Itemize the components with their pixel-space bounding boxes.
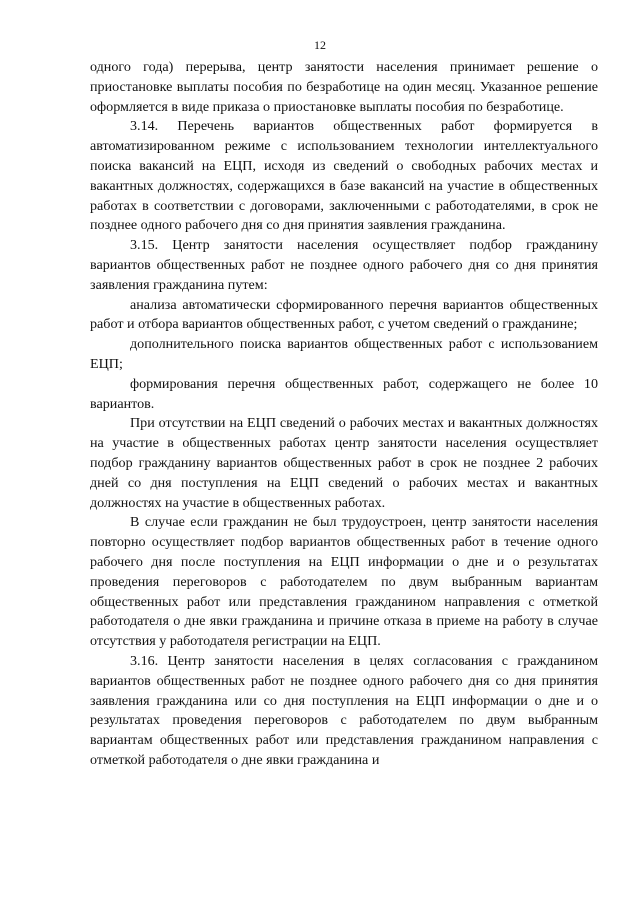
- paragraph-list-item: формирования перечня общественных работ, содержащего не более 10 вариантов.: [90, 375, 598, 412]
- paragraph-search-item: дополнительного поиска вариантов общественных работ с использованием ЕЦП;: [90, 336, 598, 372]
- document-body: [90, 58, 598, 771]
- paragraph-3-14: 3.14. Перечень вариантов общественных работ формируется в автоматизированном режиме с использованием технологии интеллектуального поиска вакансий на ЕЦП, исходя из сведений о свободных рабочих местах и вакантных должностях, содержащихся в базе вакансий на участие в общественных работах в соответствии с договорами, заключенными с работодателями, в срок не позднее одного рабочего дня со дня принятия заявления гражданина.: [90, 118, 598, 234]
- paragraph-no-data: При отсутствии на ЕЦП сведений о рабочих местах и вакантных должностях на участие в общественных работах центр занятости населения осуществляет подбор гражданину вариантов общественных работ в срок не позднее 2 рабочих дней со дня поступления на ЕЦП сведений о рабочих местах и вакантных должностях на участие в общественных работах.: [90, 415, 598, 511]
- paragraph-3-15: 3.15. Центр занятости населения осуществляет подбор гражданину вариантов общественных работ не позднее одного рабочего дня со дня принятия заявления гражданина путем:: [90, 237, 598, 293]
- paragraph-analysis-item: анализа автоматически сформированного перечня вариантов общественных работ и отбора вариантов общественных работ, с учетом сведений о гражданине;: [90, 296, 598, 333]
- paragraph-not-employed: В случае если гражданин не был трудоустроен, центр занятости населения повторно осуществляет подбор вариантов общественных работ в течение одного рабочего дня после поступления на ЕЦП информации о дне и о результатах проведения переговоров с работодателем по двум выбранным вариантам общественных работ или представления гражданином направления с отметкой работодателя о дне явки гражданина и причине отказа в приеме на работу в случае отсутствия у работодателя регистрации на ЕЦП.: [90, 514, 598, 650]
- paragraph-3-16: 3.16. Центр занятости населения в целях согласования с гражданином вариантов общественных работ не позднее одного рабочего дня со дня принятия заявления гражданина или со дня поступления на ЕЦП информации о дне и о результатах проведения переговоров с работодателем по двум выбранным вариантам общественных работ или представления гражданином направления с отметкой работодателя о дне явки гражданина и: [90, 652, 598, 768]
- paragraph-continuation: одного года) перерыва, центр занятости населения принимает решение о приостановке выплаты пособия по безработице на один месяц. Указанное решение оформляется в виде приказа о приостановке выплаты пособия по безработице.: [90, 59, 598, 115]
- page-number: 12: [314, 38, 326, 52]
